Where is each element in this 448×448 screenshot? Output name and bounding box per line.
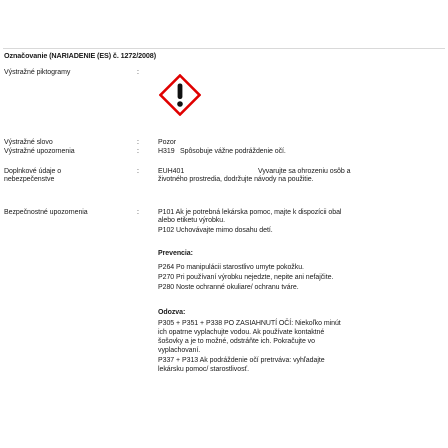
supplementary-label: Doplnkové údaje o (4, 168, 62, 175)
colon: : (137, 148, 139, 155)
colon: : (137, 69, 139, 76)
p101-line1: P101 Ak je potrebná lekárska pomoc, majte k dispozícii obal (158, 209, 342, 216)
signal-word-value: Pozor (158, 139, 177, 146)
colon: : (137, 209, 139, 216)
p305-line4: vyplachovaní. (158, 347, 201, 354)
euh401-code: EUH401 (158, 168, 185, 175)
p102: P102 Uchovávajte mimo dosahu detí. (158, 227, 273, 234)
signal-word-label: Výstražné slovo (4, 139, 53, 146)
h319-text: Spôsobuje vážne podráždenie očí. (180, 148, 286, 155)
h319-code: H319 (158, 148, 175, 155)
p305-line1: P305 + P351 + P338 PO ZASIAHNUTÍ OČÍ: Niekoľko minút (158, 320, 341, 327)
p337-line1: P337 + P313 Ak podráždenie očí pretrváva: vyhľadajte (158, 357, 325, 364)
p280: P280 Noste ochranné okuliare/ ochranu tváre. (158, 284, 299, 291)
p270: P270 Pri používaní výrobku nejedzte, nepite ani nefajčite. (158, 274, 334, 281)
pictograms-label: Výstražné piktogramy (4, 69, 71, 76)
supplementary-label-2: nebezpečenstve (4, 176, 55, 183)
response-heading: Odozva: (158, 309, 186, 316)
top-divider (3, 48, 445, 49)
euh401-text-line2: životného prostredia, dodržujte návody na použitie. (158, 176, 314, 183)
colon: : (137, 168, 139, 175)
p101-line2: alebo etiketu výrobku. (158, 217, 225, 224)
p337-line2: lekársku pomoc/ starostlivosť. (158, 366, 249, 373)
p305-line2: ich opatrne vyplachujte vodou. Ak používate kontaktné (158, 329, 325, 336)
hazard-statements-label: Výstražné upozornenia (4, 148, 75, 155)
p305-line3: šošovky a je to možné, odstráňte ich. Pokračujte vo (158, 338, 315, 345)
p264: P264 Po manipulácii starostlivo umyte pokožku. (158, 264, 304, 271)
euh401-text-line1: Vyvarujte sa ohrozeniu osôb a (258, 168, 351, 175)
prevention-heading: Prevencia: (158, 250, 193, 257)
colon: : (137, 139, 139, 146)
ghs07-exclamation-mark-icon (159, 74, 201, 116)
section-title: Označovanie (NARIADENIE (ES) č. 1272/2008) (4, 51, 156, 60)
precautionary-statements-label: Bezpečnostné upozornenia (4, 209, 88, 216)
